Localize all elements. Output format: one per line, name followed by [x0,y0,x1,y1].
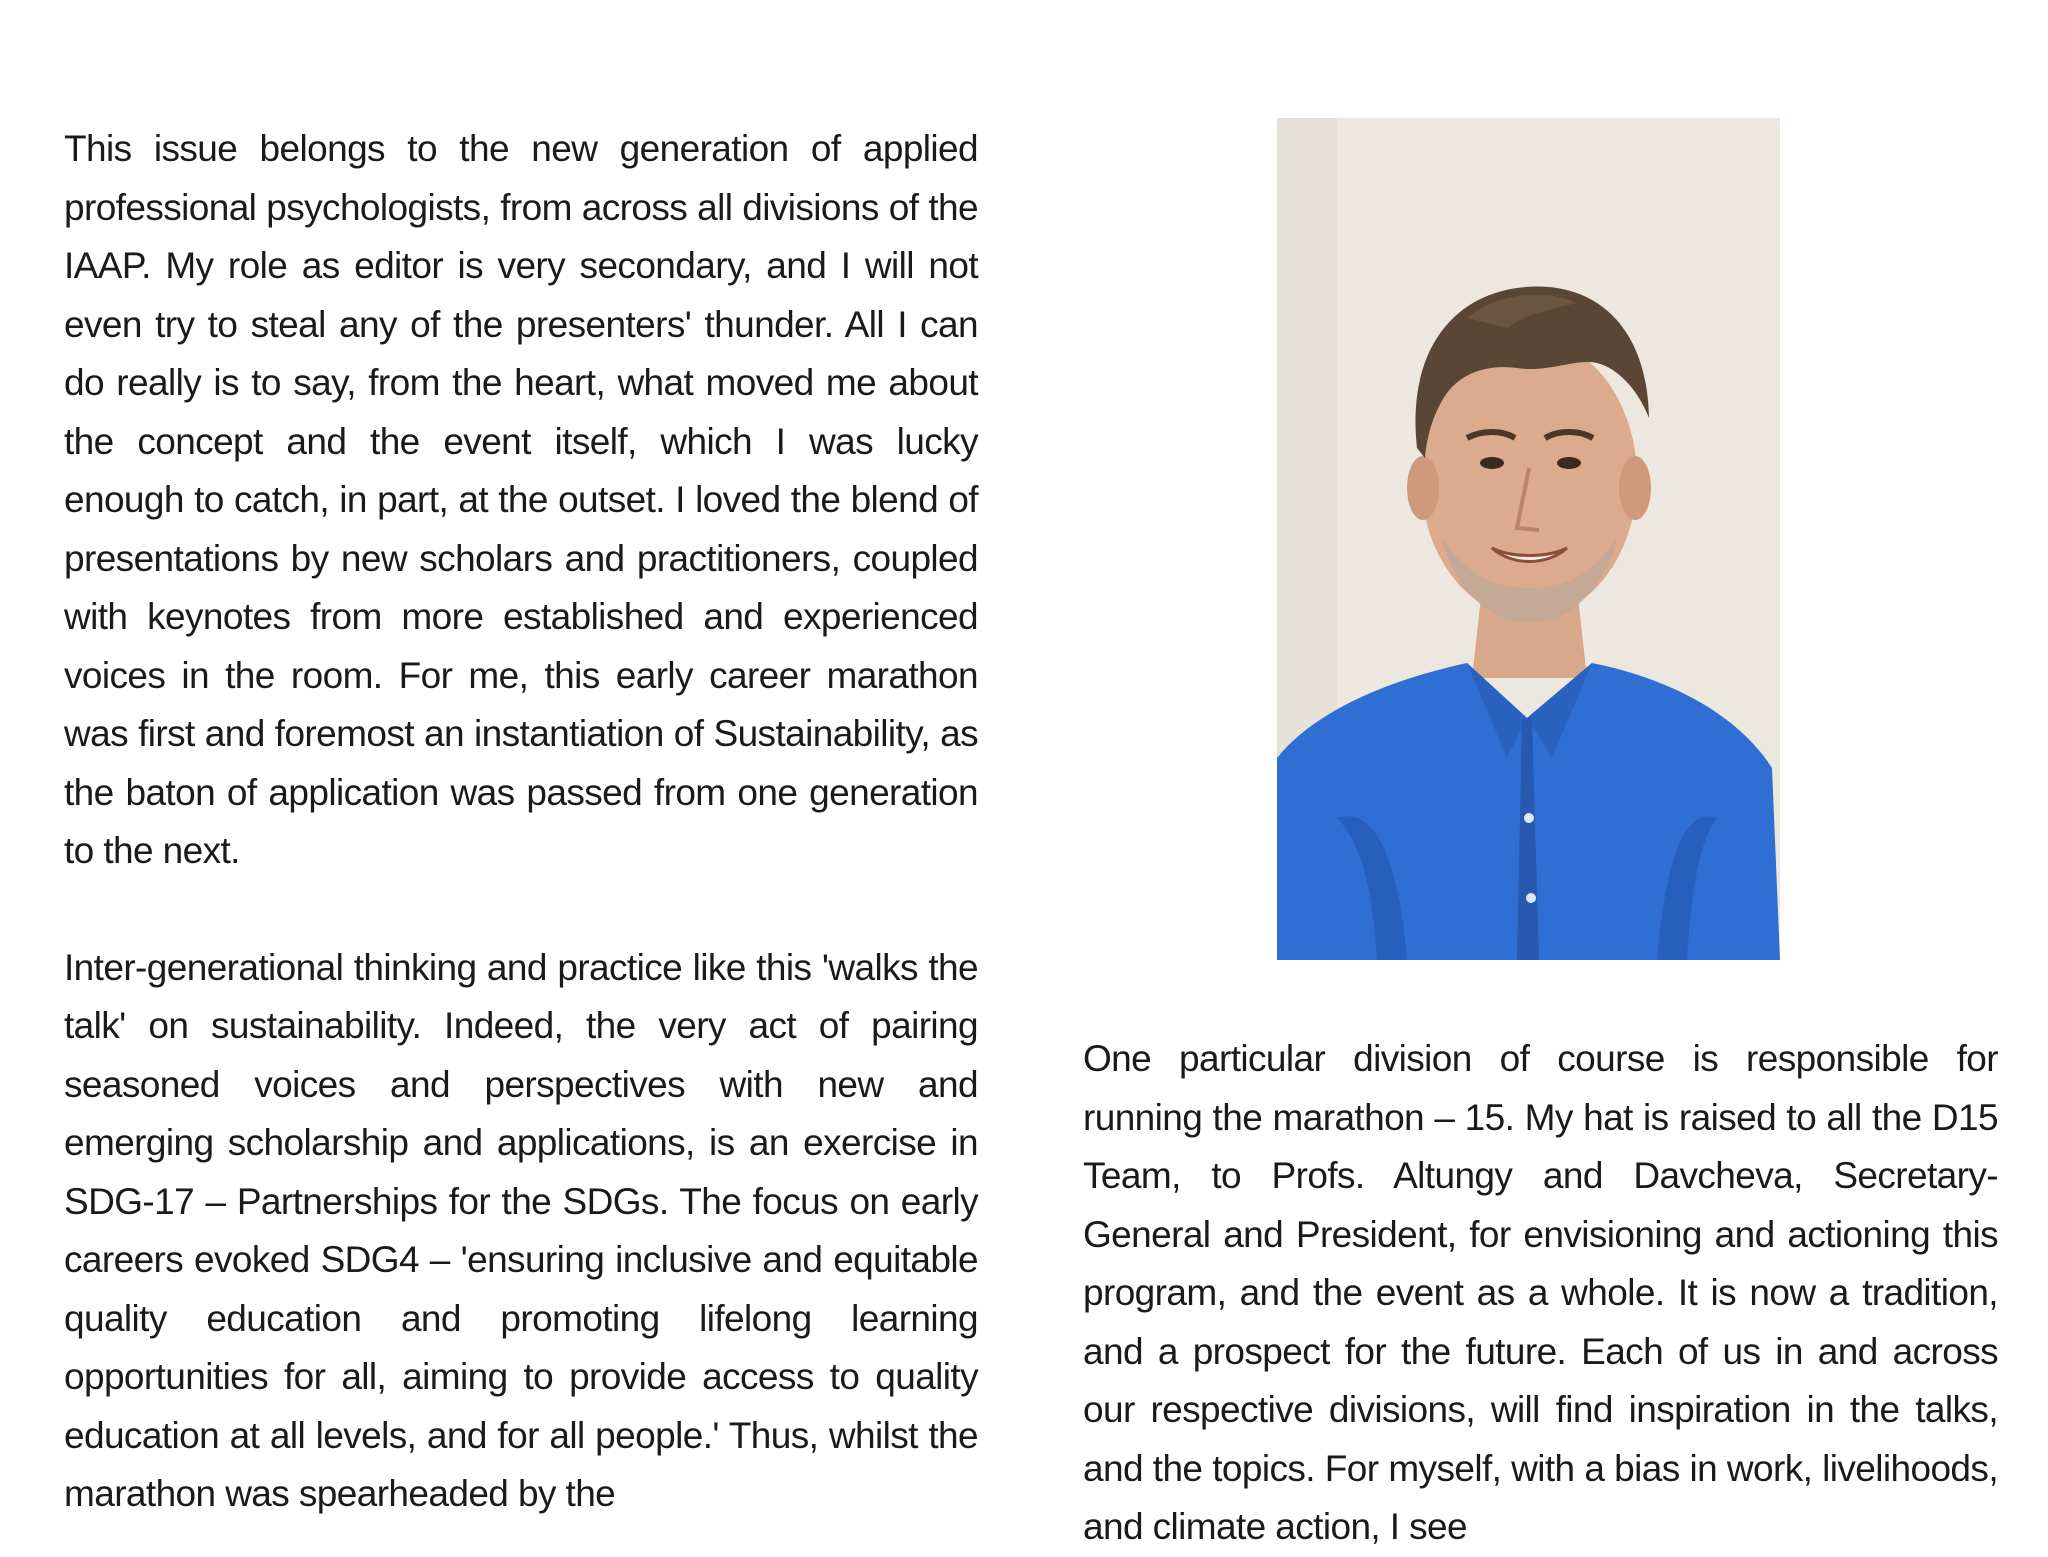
editor-portrait-photo [1277,118,1780,960]
division-paragraph: One particular division of course is responsible for running the marathon – 15. My hat is raised to all the D15 Team, to Profs. Altungy and Davcheva, Secretary-General and President, for envisioning and actioning this program, and the event as a whole. It is now a tradition, and a prospect for the future. Each of us in and across our respective divisions, will find inspiration in the talks, and the topics. For myself, with a bias in work, livelihoods, and climate action, I see [1083,1038,1998,1547]
intro-paragraph: This issue belongs to the new generation of applied professional psychologists, from across all divisions of the IAAP. My role as editor is very secondary, and I will not even try to steal any of the presenters' thunder. All I can do really is to say, from the heart, what moved me about the concept and the event itself, which I was lucky enough to catch, in part, at the outset. I loved the blend of presentations by new scholars and practitioners, coupled with keynotes from more established and experienced voices in the room. For me, this early career marathon was first and foremost an instantiation of Sustainability, as the baton of application was passed from one generation to the next. [64,128,978,871]
right-column [1083,1030,1998,1557]
portrait-illustration-icon [1277,118,1780,960]
intergenerational-paragraph: Inter-generational thinking and practice like this 'walks the talk' on sustainability. Indeed, the very act of pairing seasoned voices and perspectives with new and emerging scholarship and applications, is an exercise in SDG-17 – Partnerships for the SDGs. The focus on early careers evoked SDG4 – 'ensuring inclusive and equitable quality education and promoting lifelong learning opportunities for all, aiming to provide access to quality education at all levels, and for all people.' Thus, whilst the marathon was spearheaded by the [64,946,978,1514]
left-column [64,120,978,1524]
